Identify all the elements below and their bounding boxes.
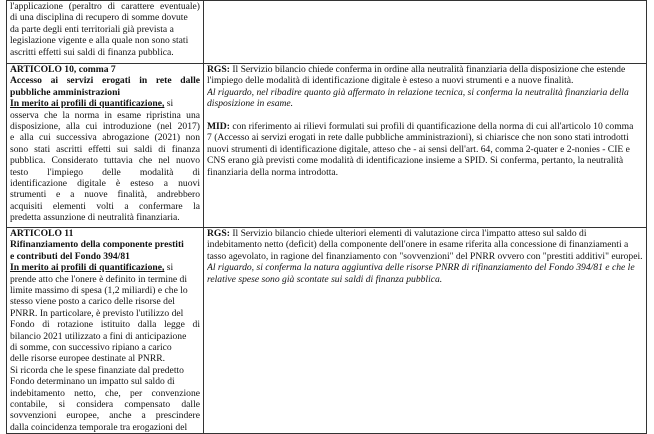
text-line bbox=[10, 262, 200, 273]
text-line: acquisiti elementi volti a confermare la bbox=[10, 200, 200, 212]
text-line: testo l'impiego delle modalità di bbox=[10, 166, 200, 178]
article-title: ARTICOLO 11 bbox=[10, 228, 74, 239]
text-line: limite massimo di spesa (1,2 miliardi) e che lo bbox=[10, 285, 188, 297]
article-title: ARTICOLO 10, comma 7 bbox=[10, 64, 116, 75]
lead-rest: si bbox=[164, 98, 174, 110]
quantification-lead: In merito ai profili di quantificazione, bbox=[10, 262, 165, 274]
text-line: delle risorse europee destinate al PNRR. bbox=[10, 353, 166, 365]
italic-line: Al riguardo, nel ribadire quanto già affermato in relazione tecnica, si conferma la neutralità finanziaria della bbox=[207, 86, 629, 98]
text-line: pubblica. Considerato tuttavia che nel nuovo bbox=[10, 155, 200, 167]
text-line: indebitamento netto, che, per convenzione bbox=[10, 387, 200, 399]
rgs-response bbox=[207, 228, 643, 239]
italic-line: relative spese sono già scontate sui saldi di finanza pubblica. bbox=[207, 273, 443, 285]
rgs-response bbox=[207, 64, 643, 75]
text-line: sono stati ascritti effetti sui saldi di finanza bbox=[10, 143, 200, 155]
text-line: e alla cui successiva abrogazione (2021) non bbox=[10, 132, 200, 144]
row1-left-cell bbox=[7, 1, 204, 64]
text-line: di una disciplina di recupero di somme dovute bbox=[10, 12, 188, 24]
row2-right-cell bbox=[204, 64, 647, 228]
table-row bbox=[7, 228, 647, 434]
text-line: prende atto che l'onere è definito in termine di bbox=[10, 273, 188, 285]
text-line: l'impiego delle modalità di identificazione digitale è esteso a nuovi strumenti e a nuove finalità. bbox=[207, 75, 574, 87]
row3-left-cell bbox=[7, 228, 204, 434]
text-line: l'applicazione (peraltro di carattere eventuale) bbox=[10, 1, 200, 12]
italic-line: Al riguardo, si conferma la natura aggiuntiva delle risorse PNRR di rifinanziamento del Fondo 394/81 e che le bbox=[207, 262, 635, 274]
text-line: identificazione digitale è esteso a nuovi bbox=[10, 177, 200, 189]
text-line: disposizione, alla cui introduzione (nel 2017) bbox=[10, 121, 200, 132]
article-subtitle: Rifinanziamento della componente prestiti bbox=[10, 239, 184, 251]
row2-left-cell bbox=[7, 64, 204, 228]
mid-response bbox=[207, 121, 643, 132]
row3-right-cell bbox=[204, 228, 647, 434]
text-line: CNS erano già previsti come modalità di identificazione insieme a SPID. Si conferma, pertanto, la neutralità bbox=[207, 155, 624, 167]
table-row bbox=[7, 64, 647, 228]
text-line: PNRR. In particolare, è previsto l'utilizzo del bbox=[10, 307, 184, 319]
text-line: Fondo determinano un impatto sul saldo di bbox=[10, 376, 175, 388]
text-line: bilancio 2021 utilizzato a fini di anticipazione bbox=[10, 330, 187, 342]
quantification-lead: In merito ai profili di quantificazione, bbox=[10, 98, 165, 110]
mid-text: con riferimento ai rilievi formulati sui profili di quantificazione della norma di cui all'articolo 10 comma bbox=[229, 121, 634, 133]
text-line: strumenti e a nuove finalità, andrebbero bbox=[10, 189, 200, 201]
text-line: indebitamento netto (deficit) della componente dell'onere in esame riferita alla concessione di finanziamenti a bbox=[207, 239, 629, 251]
text-line: dalla coincidenza temporale tra erogazioni del bbox=[10, 421, 188, 433]
italic-line: disposizione in esame. bbox=[207, 98, 294, 110]
article-subtitle: pubbliche amministrazioni bbox=[10, 86, 121, 98]
text-line: tasso agevolato, in ragione del finanziamento con "sovvenzioni" del PNRR ovvero con "prestiti additivi" europei. bbox=[207, 250, 643, 262]
text-line: 7 (Accesso ai servizi erogati in rete dalle pubbliche amministrazioni), si chiarisce che non sono stati introdotti bbox=[207, 132, 629, 144]
row1-right-cell bbox=[204, 1, 647, 64]
rgs-text: Il Servizio bilancio chiede conferma in ordine alla neutralità finanziaria della disposizione che estende bbox=[229, 64, 626, 75]
text-line: predetta assunzione di neutralità finanziaria. bbox=[10, 212, 180, 224]
table-row bbox=[7, 1, 647, 64]
article-subtitle: Accesso ai servizi erogati in rete dalle bbox=[10, 75, 200, 87]
text-line: da parte degli enti territoriali già prevista a bbox=[10, 23, 174, 35]
rgs-label: RGS: bbox=[207, 228, 230, 239]
text-line: Fondo di rotazione istituito dalla legge di bbox=[10, 319, 200, 331]
mid-label: MID: bbox=[207, 121, 230, 133]
article-subtitle: e contributi del Fondo 394/81 bbox=[10, 250, 130, 262]
text-line: osserva che la norma in esame ripristina una bbox=[10, 109, 200, 121]
text-line: ascritti effetti sui saldi di finanza pubblica. bbox=[10, 46, 174, 58]
assessment-table bbox=[6, 0, 647, 434]
lead-rest: si bbox=[164, 262, 174, 274]
rgs-label: RGS: bbox=[207, 64, 230, 75]
rgs-text: Il Servizio bilancio chiede ulteriori elementi di valutazione circa l'impatto atteso sul saldo di bbox=[229, 228, 587, 239]
text-line bbox=[10, 98, 200, 109]
text-line: legislazione vigente e alla quale non sono stati bbox=[10, 35, 189, 47]
text-line: sovvenzioni europee, anche a prescindere bbox=[10, 410, 200, 422]
text-line: stesso viene posto a carico delle risorse del bbox=[10, 296, 175, 308]
text-line: nuovi strumenti di identificazione digitale, atteso che - ai sensi dell'art. 64, comma 2-quater e 2-nonies - CIE e bbox=[207, 143, 630, 155]
text-line: finanziaria della norma introdotta. bbox=[207, 166, 339, 178]
text-line: di somme, con successivo ripiano a carico bbox=[10, 342, 172, 354]
text-line: Si ricorda che le spese finanziate dal predetto bbox=[10, 364, 184, 376]
text-line: contabile, si considera compensato dalle bbox=[10, 399, 200, 411]
